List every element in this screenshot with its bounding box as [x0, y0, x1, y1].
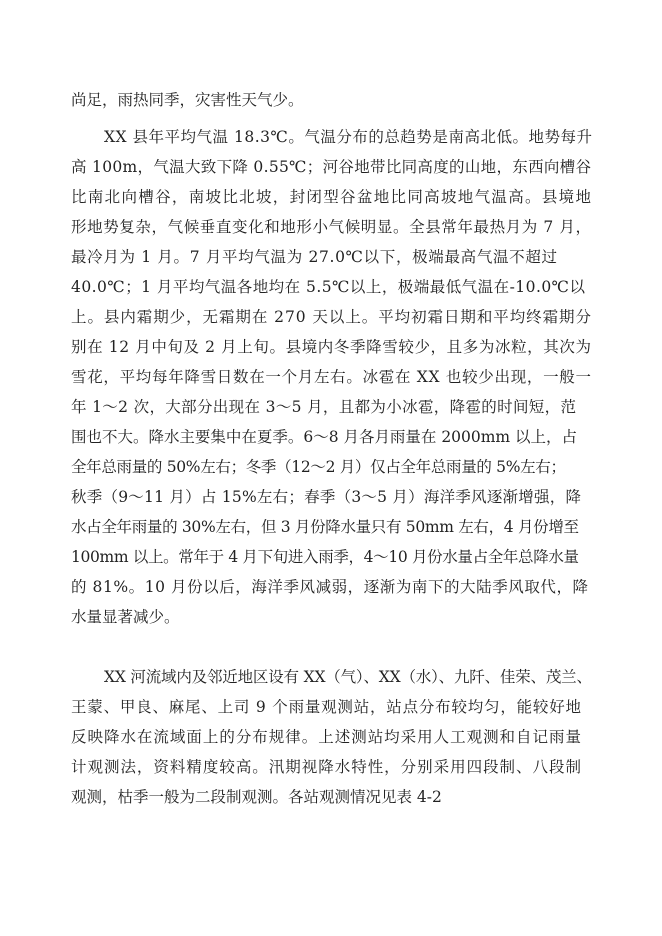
paragraph-2-line: 秋季（9～11 月）占 15%左右；春季（3～5 月）海洋季风逐渐增强，降: [71, 488, 582, 506]
paragraph-2-line: 年 1～2 次，大部分出现在 3～5 月，且都为小冰雹，降雹的时间短，范: [71, 398, 577, 416]
paragraph-3-line: 反映降水在流域面上的分布规律。上述测站均采用人工观测和自记雨量: [71, 728, 582, 746]
paragraph-2-line: 形地势复杂，气候垂直变化和地形小气候明显。全县常年最热月为 7 月，: [71, 218, 592, 236]
paragraph-2-line: 40.0℃；1 月平均气温各地均在 5.5℃以上，极端最低气温在-10.0℃以: [71, 278, 586, 296]
paragraph-3-line: 观测，枯季一般为二段制观测。各站观测情况见表 4-2: [71, 788, 442, 806]
paragraph-2-line: 100mm 以上。常年于 4 月下旬进入雨季，4～10 月份水量占全年总降水量: [71, 548, 579, 566]
paragraph-1-line: 尚足，雨热同季，灾害性天气少。: [71, 91, 304, 109]
paragraph-2-line: XX 县年平均气温 18.3℃。气温分布的总趋势是南高北低。地势每升: [104, 128, 593, 146]
paragraph-2-line: 雪花，平均每年降雪日数在一个月左右。冰雹在 XX 也较少出现，一般一: [71, 368, 592, 386]
paragraph-2-line: 上。县内霜期少，无霜期在 270 天以上。平均初霜日期和平均终霜期分: [71, 308, 592, 326]
paragraph-2-line: 别在 12 月中旬及 2 月上旬。县境内冬季降雪较少，且多为冰粒，其次为: [71, 338, 592, 356]
paragraph-2-line: 最冷月为 1 月。7 月平均气温为 27.0℃以下，极端最高气温不超过: [71, 248, 558, 266]
paragraph-3-line: XX 河流域内及邻近地区设有 XX（气）、XX（水）、九阡、佳荣、茂兰、: [104, 668, 592, 686]
paragraph-2-line: 水量显著减少。: [71, 608, 180, 626]
paragraph-2-line: 围也不大。降水主要集中在夏季。6～8 月各月雨量在 2000mm 以上，占: [71, 428, 577, 446]
paragraph-2-line: 比南北向槽谷，南坡比北坡，封闭型谷盆地比同高坡地气温高。县境地: [71, 188, 593, 206]
paragraph-2-line: 的 81%。10 月份以后，海洋季风减弱，逐渐为南下的大陆季风取代，降: [71, 578, 589, 596]
paragraph-2-line: 高 100m，气温大致下降 0.55℃；河谷地带比同高度的山地，东西向槽谷: [71, 158, 592, 176]
paragraph-2-line: 全年总雨量的 50%左右；冬季（12～2 月）仅占全年总雨量的 5%左右；: [71, 458, 566, 476]
paragraph-2-line: 水占全年雨量的 30%左右，但 3 月份降水量只有 50mm 左右，4 月份增至: [71, 518, 579, 536]
paragraph-3-line: 王蒙、甲良、麻尾、上司 9 个雨量观测站，站点分布较均匀，能较好地: [71, 698, 582, 716]
paragraph-3-line: 计观测法，资料精度较高。汛期视降水特性，分别采用四段制、八段制: [71, 758, 582, 776]
